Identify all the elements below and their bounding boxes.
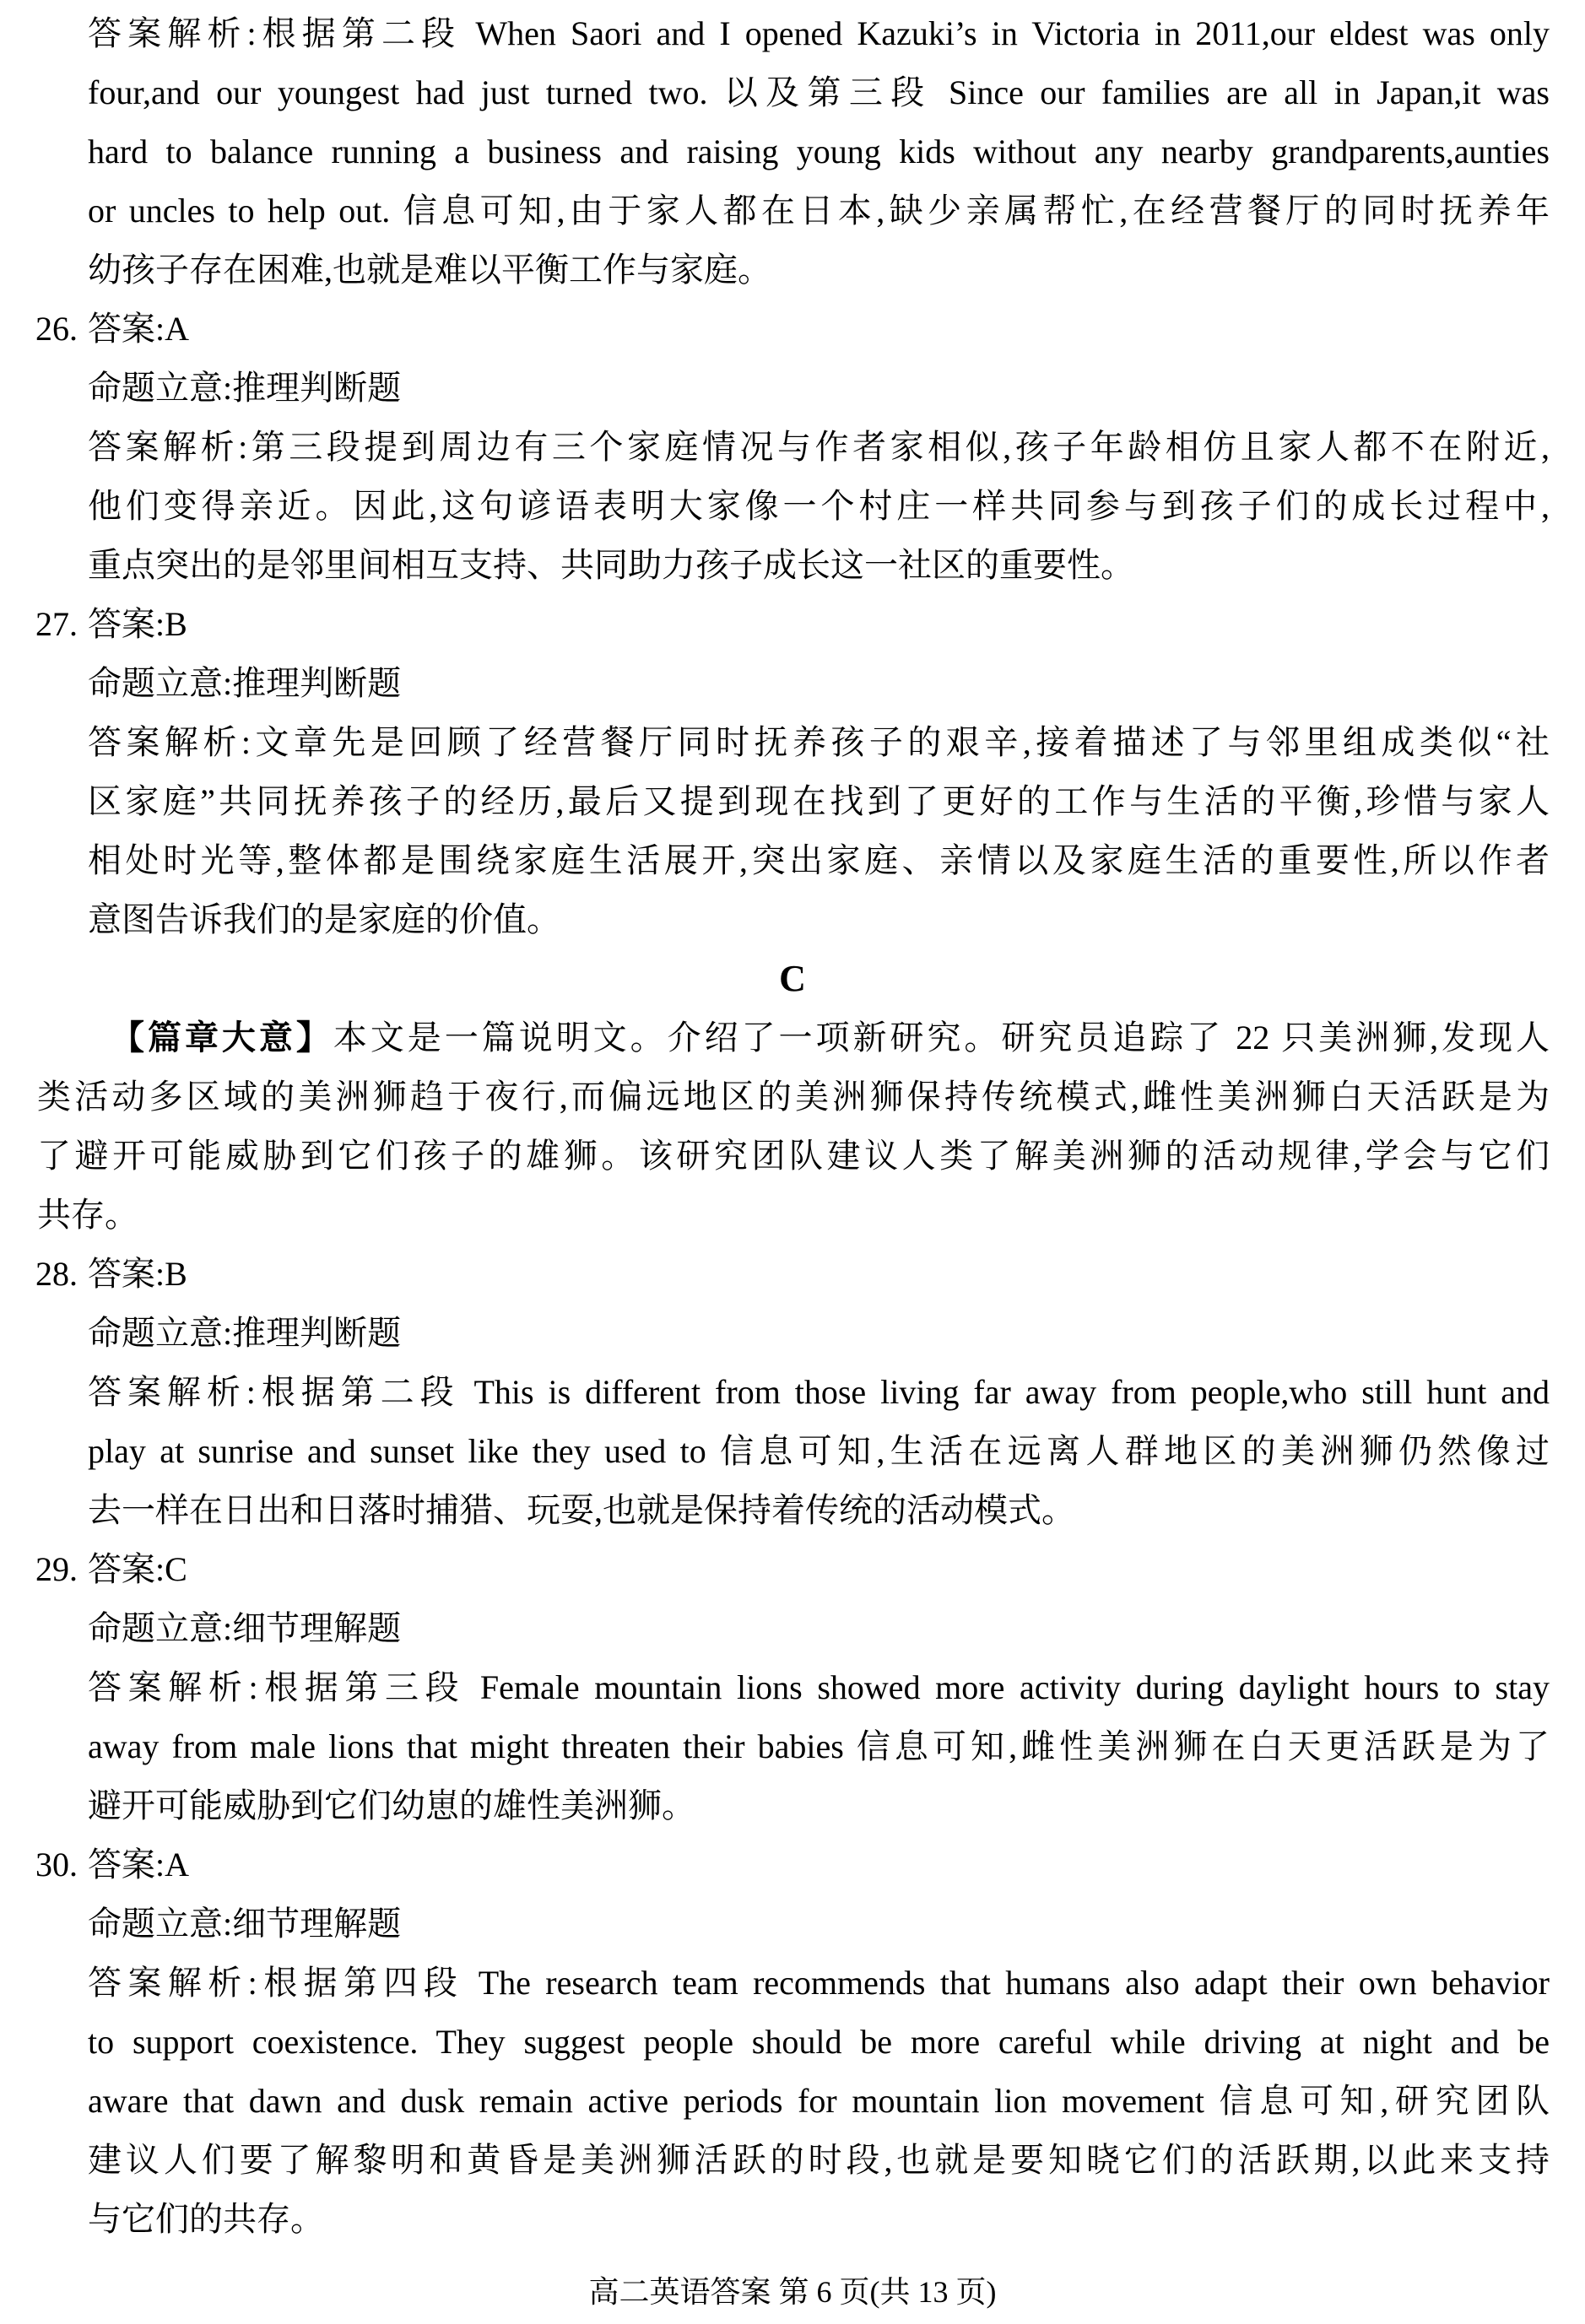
section-heading: C [779, 958, 806, 999]
analysis-line: 去一样在日出和日落时捕猎、玩耍,也就是保持着传统的活动模式。 [88, 1491, 1075, 1529]
item-number: 29. [35, 1550, 78, 1588]
item-intent-line: 命题立意:推理判断题 [88, 1314, 402, 1352]
item-answer: 答案:B [88, 605, 187, 643]
answer-item-29 [0, 1540, 1585, 1835]
item-number: 30. [35, 1846, 78, 1884]
item-answer: 答案:C [88, 1550, 187, 1588]
summary-label: 【篇章大意】 [111, 1019, 333, 1057]
item-answer-line [35, 595, 1550, 654]
analysis-line: 答案解析:根据第二段 When Saori and I opened Kazuki’s in Victoria in 2011,our eldest was only [88, 14, 1550, 52]
analysis-line: 他们变得亲近。因此,这句谚语表明大家像一个村庄一样共同参与到孩子们的成长过程中, [88, 487, 1550, 525]
item-answer-line [35, 1540, 1550, 1599]
analysis-line: 答案解析:根据第三段 Female mountain lions showed more activity during daylight hours to stay [88, 1668, 1550, 1706]
analysis-line: to support coexistence. They suggest people should be more careful while driving at night and be [88, 2023, 1550, 2061]
item-answer-line [35, 300, 1550, 359]
analysis-line: away from male lions that might threaten their babies 信息可知,雌性美洲狮在白天更活跃是为了 [88, 1727, 1550, 1765]
answer-item-28 [0, 1245, 1585, 1540]
item-number: 28. [35, 1255, 78, 1293]
analysis-line: 答案解析:根据第二段 This is different from those living far away from people,who still hunt and [88, 1373, 1550, 1411]
analysis-line: 答案解析:第三段提到周边有三个家庭情况与作者家相似,孩子年龄相仿且家人都不在附近, [88, 428, 1550, 466]
item-answer: 答案:B [88, 1255, 187, 1293]
item-intent-line: 命题立意:细节理解题 [88, 1905, 402, 1943]
analysis-line: 建议人们要了解黎明和黄昏是美洲狮活跃的时段,也就是要知晓它们的活跃期,以此来支持 [88, 2141, 1550, 2179]
item-number: 27. [35, 605, 78, 643]
item-answer-line [35, 1245, 1550, 1304]
item-intent-line: 命题立意:推理判断题 [88, 369, 402, 407]
analysis-line: 幼孩子存在困难,也就是难以平衡工作与家庭。 [88, 251, 771, 289]
item-answer-line [35, 1835, 1550, 1894]
analysis-line: 重点突出的是邻里间相互支持、共同助力孩子成长这一社区的重要性。 [88, 546, 1134, 584]
item-intent-line: 命题立意:推理判断题 [88, 664, 402, 702]
passage-summary-paragraph [0, 1008, 1585, 1245]
analysis-line: play at sunrise and sunset like they used to 信息可知,生活在远离人群地区的美洲狮仍然像过 [88, 1432, 1550, 1470]
answer-item-30 [0, 1835, 1585, 2249]
summary-line: 类活动多区域的美洲狮趋于夜行,而偏远地区的美洲狮保持传统模式,雌性美洲狮白天活跃是为 [37, 1078, 1550, 1116]
analysis-line: or uncles to help out. 信息可知,由于家人都在日本,缺少亲属帮忙,在经营餐厅的同时抚养年 [88, 192, 1550, 230]
analysis-line: 答案解析:文章先是回顾了经营餐厅同时抚养孩子的艰辛,接着描述了与邻里组成类似“社 [88, 723, 1550, 761]
analysis-line: aware that dawn and dusk remain active periods for mountain lion movement 信息可知,研究团队 [88, 2082, 1550, 2120]
intro-analysis-paragraph [0, 4, 1585, 300]
analysis-line: 答案解析:根据第四段 The research team recommends that humans also adapt their own behavior [88, 1964, 1550, 2002]
analysis-line: 与它们的共存。 [88, 2200, 324, 2238]
summary-line: 了避开可能威胁到它们孩子的雄狮。该研究团队建议人类了解美洲狮的活动规律,学会与它们 [37, 1137, 1550, 1175]
item-number: 26. [35, 310, 78, 348]
item-intent-line: 命题立意:细节理解题 [88, 1609, 402, 1647]
page-footer: 高二英语答案 第 6 页(共 13 页) [588, 2275, 997, 2309]
analysis-line: 意图告诉我们的是家庭的价值。 [88, 900, 560, 938]
summary-text: 本文是一篇说明文。介绍了一项新研究。研究员追踪了 22 只美洲狮,发现人 [333, 1019, 1550, 1057]
item-answer: 答案:A [88, 310, 189, 348]
analysis-line: 区家庭”共同抚养孩子的经历,最后又提到现在找到了更好的工作与生活的平衡,珍惜与家人 [88, 782, 1550, 820]
analysis-line: four,and our youngest had just turned two. 以及第三段 Since our families are all in Japan,it was [88, 73, 1550, 111]
analysis-line: 相处时光等,整体都是围绕家庭生活展开,突出家庭、亲情以及家庭生活的重要性,所以作者 [88, 841, 1550, 879]
answer-item-26 [0, 300, 1585, 595]
analysis-line: hard to balance running a business and raising young kids without any nearby grandparents,aunties [88, 132, 1550, 170]
analysis-line: 避开可能威胁到它们幼崽的雄性美洲狮。 [88, 1786, 695, 1824]
summary-first-line [37, 1008, 1550, 1067]
item-answer: 答案:A [88, 1846, 189, 1884]
summary-line: 共存。 [37, 1196, 138, 1234]
answer-item-27 [0, 595, 1585, 949]
